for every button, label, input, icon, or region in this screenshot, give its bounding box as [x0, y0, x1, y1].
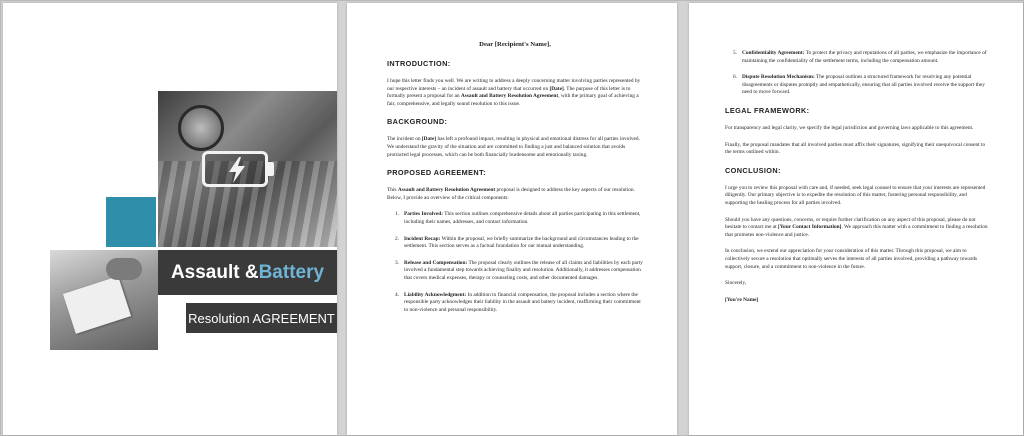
proposed-agreement-heading: PROPOSED AGREEMENT:	[387, 168, 486, 178]
document-paper-image	[63, 276, 131, 334]
list-item	[387, 211, 643, 226]
signature	[725, 297, 991, 305]
list-item	[387, 260, 643, 283]
signature-name: [You're Name]	[725, 296, 759, 303]
contact-placeholder: [Your Contact Information]	[777, 224, 842, 231]
list-item	[387, 292, 643, 315]
proposed-intro-2: proposal is designed to address the key aspects of our resolution. Below, I provide an overview of the critical components:	[387, 187, 635, 201]
background-date: [Date]	[421, 136, 437, 143]
intro-text-2: . The purpose of this letter is to formally present a proposal for an	[387, 85, 631, 100]
list-item-title: Confidentiality Agreement:	[742, 50, 805, 56]
intro-date: [Date]	[549, 85, 564, 92]
cover-title-part2: Battery	[258, 261, 325, 283]
list-item	[725, 74, 991, 97]
list-item-title: Liability Acknowledgment:	[404, 291, 467, 298]
list-item-number: 5.	[733, 50, 738, 56]
cover-title	[158, 250, 337, 295]
intro-text-3: , with the primary goal of achieving a fair, comprehensive, and legally sound resolution to this issue.	[387, 93, 639, 107]
list-item-text: The proposal clearly outlines the release of all claims and liabilities by each party involved a fundamental step towards achieving finality and resolution. Additionally, it addresses compensation that covers medical expenses, therapy or counseling costs, and other documented damages.	[404, 259, 643, 281]
list-item-number: 3.	[395, 259, 400, 266]
background-text-2: has left a profound impact, resulting in physical and emotional distress for all parties involved. We understand the gravity of the situation and are committed to finding a just and balanced solution that avoids protracted legal processes, which can be both financially burdensome and emotionally taxing.	[387, 136, 640, 158]
list-item-text: This section outlines comprehensive details about all parties participating in this settlement, including their names, addresses, and contact information.	[404, 211, 641, 225]
closing: Sincerely,	[725, 280, 747, 287]
list-item-title: Release and Compensation:	[404, 259, 468, 266]
list-item-title: Parties Involved:	[404, 211, 444, 218]
background-paragraph	[387, 136, 643, 159]
conclusion-heading: CONCLUSION:	[725, 165, 781, 175]
intro-agreement-name: Assault and Battery Resolution Agreement	[460, 93, 559, 100]
list-item-title: Incident Recap:	[404, 235, 441, 242]
introduction-paragraph	[387, 78, 643, 108]
list-item	[725, 50, 991, 65]
proposed-agreement-name: Assault and Battery Resolution Agreement	[397, 187, 496, 194]
list-item-number: 6.	[733, 74, 738, 81]
proposed-intro-1: This	[387, 187, 398, 194]
list-item-text: In addition to financial compensation, the proposal includes a section where the responsible party acknowledges their liability in the assault and battery incident, reaffirming their commitment to non-violence and personal responsibility.	[404, 291, 641, 313]
list-item-number: 1.	[395, 211, 400, 218]
hand-image	[106, 258, 142, 280]
cover-title-part1: Assault &	[170, 261, 259, 283]
conclusion-paragraph-3: In conclusion, we extend our appreciation for your consideration of this matter. Through this proposal, we aim to collectively secure a resolution that optimally serves the interests of all parties involved, providing a pathway towards support, closure, and a commitment to non-violence in the future.	[725, 248, 978, 270]
teal-accent-square	[106, 197, 156, 247]
cover-page	[3, 3, 337, 435]
battery-icon	[202, 151, 268, 187]
legal-paragraph-1: For transparency and legal clarity, we specify the legal jurisdiction and governing laws applicable to this agreement.	[725, 124, 974, 131]
background-text-1: The incident on	[387, 136, 422, 143]
letter-page-2	[689, 3, 1023, 435]
list-item-title: Dispute Resolution Mechanism:	[742, 74, 815, 81]
list-item-text: Within the proposal, we briefly summarize the background and circumstances leading to the settlement. This section serves as a factual foundation for our mutual understanding.	[404, 235, 639, 250]
lightning-bolt-icon	[227, 157, 247, 183]
battery-cap	[268, 162, 274, 176]
conclusion-paragraph-2	[725, 217, 991, 240]
list-item-text: The proposal outlines a structured framework for resolving any potential disagreements or disputes promptly and empathetically, ensuring that all parties involved receive the support they need to move forward.	[742, 74, 985, 96]
legal-framework-heading: LEGAL FRAMEWORK:	[725, 105, 810, 115]
clock-image	[178, 105, 224, 151]
list-item-number: 4.	[395, 291, 400, 298]
conclusion-text-2b: . We approach this matter with a commitment to finding a resolution that promotes non-violence and justice.	[725, 224, 988, 238]
list-item-text: To protect the privacy and reputations of all parties, we emphasize the importance of maintaining the confidentiality of the settlement terms, including the compensation amount.	[742, 50, 987, 64]
cover-photo-bottom	[50, 250, 158, 350]
proposed-intro-paragraph	[387, 187, 643, 202]
salutation: Dear [Recipient's Name],	[479, 41, 551, 48]
introduction-heading: INTRODUCTION:	[387, 59, 451, 68]
letter-page-1	[347, 3, 677, 435]
intro-text-1: I hope this letter finds you well. We are writing to address a deeply concerning matter involving parties represented by our respective interests – an incident of assault and battery that occurred on	[387, 78, 641, 92]
conclusion-text-2a: Should you have any questions, concerns, or require further clarification on any aspect of this proposal, please do not hesitate to contact me at	[725, 216, 976, 231]
conclusion-paragraph-1: I urge you to review this proposal with care and, if needed, seek legal counsel to ensure that your interests are represented diligently. Our primary objective is to expedite the resolution of this matter, fostering personal responsibility, and supporting the healing process for all parties involved.	[725, 184, 986, 206]
list-item	[387, 236, 643, 251]
cover-subtitle: Resolution AGREEMENT	[186, 303, 337, 333]
cover-photo-top	[158, 91, 337, 247]
background-heading: BACKGROUND:	[387, 117, 448, 127]
list-item-number: 2.	[395, 235, 400, 242]
legal-paragraph-2: Finally, the proposal mandates that all involved parties must affix their signatures, signifying their unequivocal consent to the terms outlined within.	[725, 141, 986, 156]
